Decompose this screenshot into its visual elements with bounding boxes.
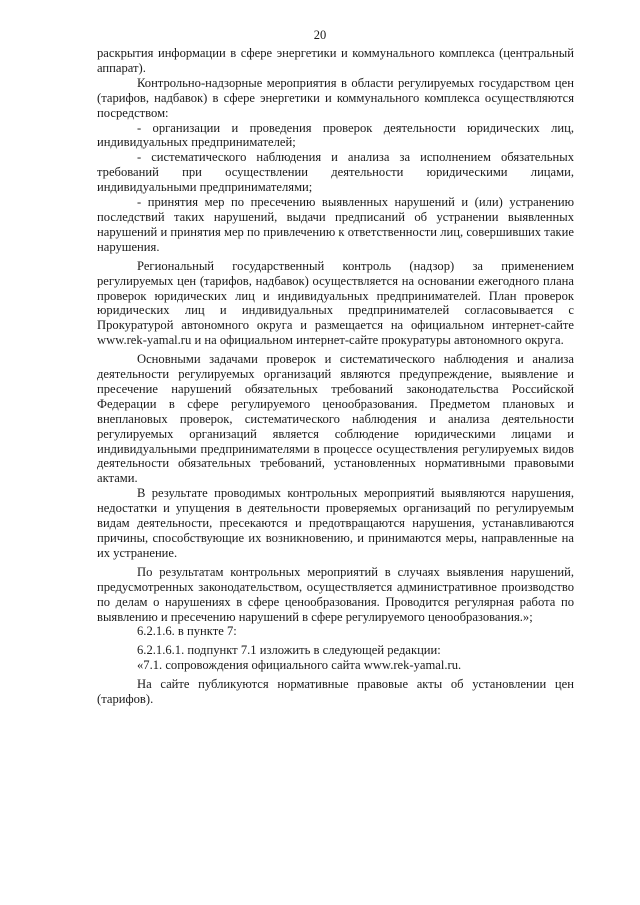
list-item-inspections: - организации и проведения проверок деятельности юридических лиц, индивидуальных предпринимателей;	[97, 120, 574, 150]
paragraph-regional-control: Региональный государственный контроль (надзор) за применением регулируемых цен (тарифов, надбавок) осуществляется на основании ежегодного плана проверок юридических лиц и индивидуальных предпринимателей. План проверок юридических лиц и индивидуальных предпринимателей согласовывается с Прокуратурой автономного округа и размещается на официальном интернет-сайте www.rek-yamal.ru и на официальном интернет-сайте прокуратуры автономного округа.	[97, 258, 574, 348]
paragraph-item-6-2-1-6-1: 6.2.1.6.1. подпункт 7.1 изложить в следующей редакции:	[137, 643, 441, 658]
paragraph-violations: По результатам контрольных мероприятий в случаях выявления нарушений, предусмотренных законодательством, осуществляется административное производство по делам о нарушениях в сфере ценообразования. Проводится регулярная работа по выявлению и пресечению нарушений в сфере регулируемого ценообразования.»;	[97, 564, 574, 624]
list-item-suppression: - принятия мер по пресечению выявленных нарушений и (или) устранению последствий таких нарушений, выдачи предписаний об устранении выявленных нарушений и принятия мер по привлечению к ответственности лиц, совершивших такие нарушения.	[97, 195, 574, 254]
list-item-monitoring: - систематического наблюдения и анализа за исполнением обязательных требований при осуществлении деятельности юридическими лицами, индивидуальными предпринимателями;	[97, 150, 574, 195]
paragraph-site-acts: На сайте публикуются нормативные правовые акты об установлении цен (тарифов).	[97, 677, 574, 707]
document-body	[97, 46, 574, 707]
paragraph-control-measures: Контрольно-надзорные мероприятия в области регулируемых государством цен (тарифов, надбавок) в сфере энергетики и коммунального комплекса осуществляются посредством:	[97, 75, 574, 120]
paragraph-item-6-2-1-6: 6.2.1.6. в пункте 7:	[137, 624, 237, 639]
paragraph-main-tasks: Основными задачами проверок и систематического наблюдения и анализа деятельности регулируемых организаций являются предупреждение, выявление и пресечение нарушений обязательных требований законодательства Российской Федерации в сфере регулируемого ценообразования. Предметом плановых и внеплановых проверок, систематического наблюдения и анализа деятельности регулируемых организаций является соблюдение юридическими лицами и индивидуальными предпринимателями в процессе осуществления регулируемых видов деятельности обязательных требований, установленных нормативными правовыми актами.	[97, 352, 574, 486]
paragraph-continuation: раскрытия информации в сфере энергетики и коммунального комплекса (центральный аппарат).	[97, 46, 574, 75]
paragraph-item-7-1: «7.1. сопровождения официального сайта www.rek-yamal.ru.	[137, 658, 462, 673]
paragraph-results: В результате проводимых контрольных мероприятий выявляются нарушения, недостатки и упущения в деятельности проверяемых организаций по регулируемым видам деятельности, пресекаются и предотвращаются нарушения, устанавливаются причины, способствующие их возникновению, и принимаются меры, направленные на их устранение.	[97, 486, 574, 560]
page-number: 20	[313, 28, 327, 42]
